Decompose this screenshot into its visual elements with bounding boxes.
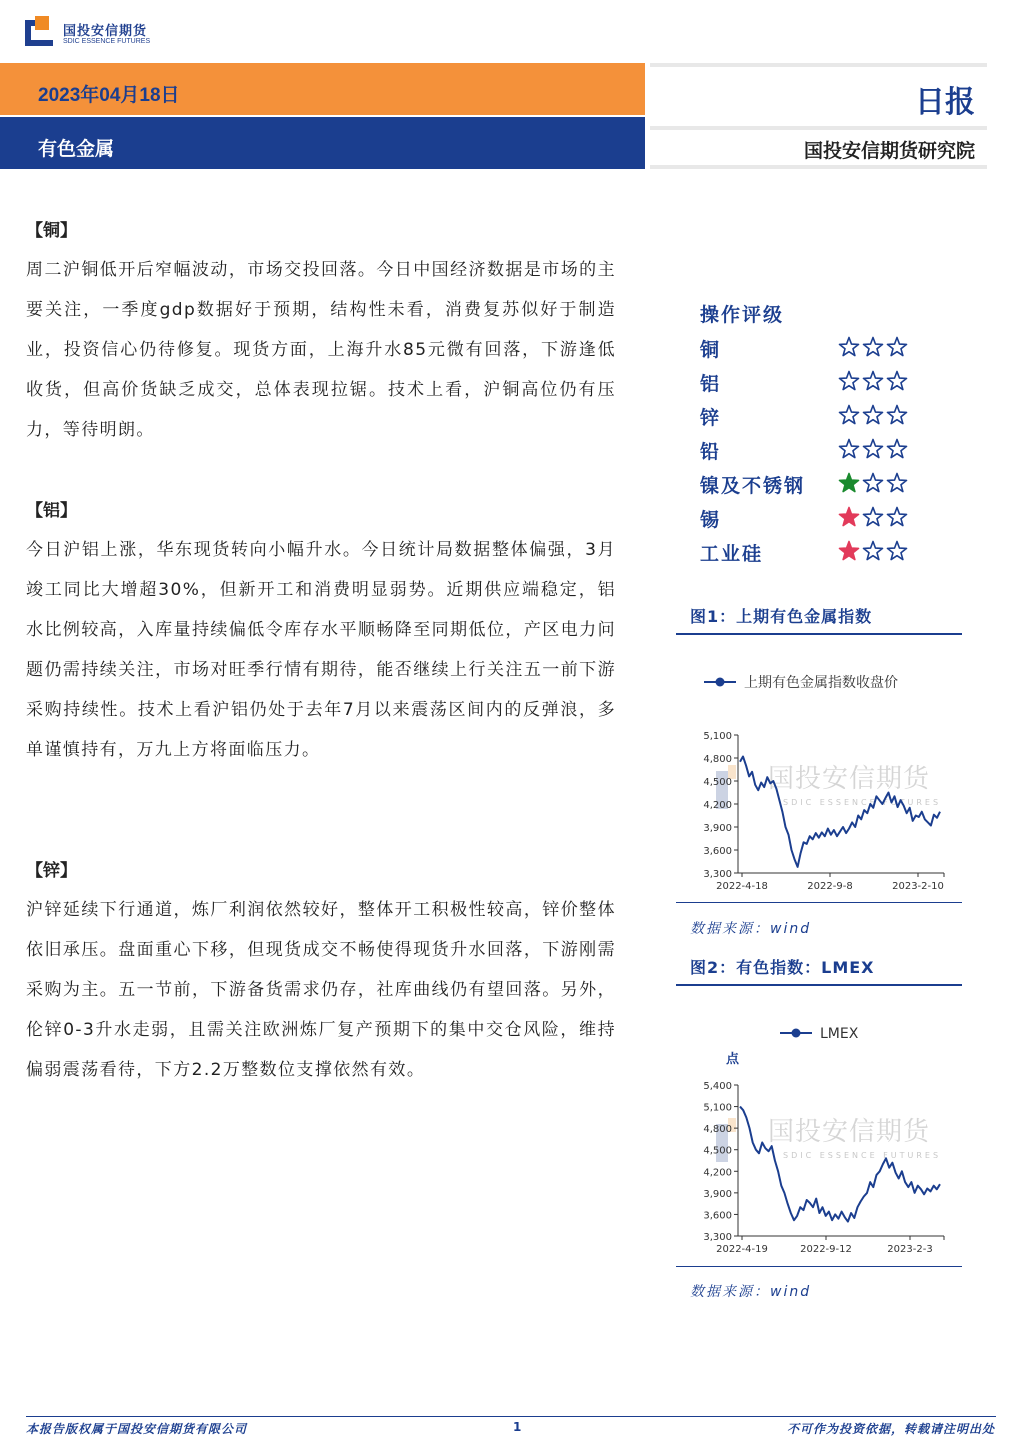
divider <box>650 63 987 67</box>
section-aluminum <box>26 496 616 770</box>
star-outline-icon <box>862 404 884 426</box>
rating-stars <box>838 468 908 496</box>
star-outline-icon <box>886 438 908 460</box>
rating-row <box>700 536 960 570</box>
institute-name: 国投安信期货研究院 <box>803 140 975 162</box>
rating-title: 操作评级 <box>700 304 785 326</box>
y-tick-label: 3,300 <box>703 869 732 880</box>
y-axis-label: 点 <box>726 1052 740 1067</box>
figure-1-source: 数据来源：wind <box>690 921 812 937</box>
page-number: 1 <box>513 1420 522 1434</box>
star-outline-icon <box>886 506 908 528</box>
star-outline-icon <box>862 336 884 358</box>
star-filled-icon <box>838 472 860 494</box>
figure-2-bottom-rule <box>676 1266 962 1267</box>
y-tick-label: 4,200 <box>703 1167 732 1179</box>
y-tick-label: 3,900 <box>703 823 732 834</box>
y-tick-label: 5,100 <box>703 731 732 742</box>
chart-legend <box>780 1026 859 1042</box>
rating-row <box>700 366 960 400</box>
section-body: 沪锌延续下行通道，炼厂利润依然较好，整体开工积极性较高，锌价整体依旧承压。盘面重心下移，但现货成交不畅使得现货升水回落，下游刚需采购为主。五一节前，下游备货需求仍存，社库曲线仍有望回落。另外，伦锌0-3升水走弱，且需关注欧洲炼厂复产预期下的集中交仓风险，维持偏弱震荡看待，下方2.2万整数位支撑依然有效。 <box>26 900 616 1080</box>
divider <box>650 126 987 130</box>
section-copper <box>26 216 616 450</box>
legend-label: 上期有色金属指数收盘价 <box>744 675 898 691</box>
rating-stars <box>838 400 908 428</box>
star-outline-icon <box>886 472 908 494</box>
x-tick-label: 2022-9-8 <box>807 881 853 892</box>
section-title: 【铜】 <box>26 221 77 241</box>
x-tick-label: 2022-4-18 <box>716 881 768 892</box>
rating-row <box>700 434 960 468</box>
y-tick-label: 4,500 <box>703 1145 732 1157</box>
rating-row <box>700 502 960 536</box>
figure-1-title: 图1：上期有色金属指数 <box>690 607 873 626</box>
rating-stars <box>838 536 908 564</box>
rating-item-name: 铜 <box>700 339 722 361</box>
y-tick-label: 5,400 <box>703 1081 732 1092</box>
rating-stars <box>838 332 908 360</box>
star-outline-icon <box>886 404 908 426</box>
star-outline-icon <box>838 370 860 392</box>
legend-label: LMEX <box>820 1026 859 1042</box>
y-tick-label: 3,600 <box>703 1210 732 1222</box>
footer-disclaimer: 不可作为投资依据，转载请注明出处 <box>786 1422 995 1436</box>
star-outline-icon <box>838 438 860 460</box>
watermark-text: 国投安信期货 <box>768 764 931 794</box>
rating-row <box>700 400 960 434</box>
footer-rule <box>26 1416 996 1417</box>
report-date: 2023年04月18日 <box>38 85 180 106</box>
y-tick-label: 5,100 <box>703 1102 732 1114</box>
section-title: 【铝】 <box>26 501 77 521</box>
y-tick-label: 4,800 <box>703 754 732 765</box>
y-tick-label: 3,600 <box>703 846 732 857</box>
star-outline-icon <box>862 506 884 528</box>
section-zinc <box>26 856 616 1090</box>
rating-item-name: 锡 <box>700 509 722 531</box>
section-body: 今日沪铝上涨，华东现货转向小幅升水。今日统计局数据整体偏强，3月竣工同比大增超30%，但新开工和消费明显弱势。近期供应端稳定，铝水比例较高，入库量持续偏低令库存水平顺畅降至同期低位，产区电力问题仍需持续关注，市场对旺季行情有期待，能否继续上行关注五一前下游采购持续性。技术上看沪铝仍处于去年7月以来震荡区间内的反弹浪，多单谨慎持有，万九上方将面临压力。 <box>26 540 616 760</box>
figure-1-bottom-rule <box>676 902 962 903</box>
star-outline-icon <box>838 404 860 426</box>
y-tick-label: 4,200 <box>703 800 732 811</box>
y-tick-label: 4,500 <box>703 777 732 788</box>
section-body: 周二沪铜低开后窄幅波动，市场交投回落。今日中国经济数据是市场的主要关注，一季度gdp数据好于预期，结构性未看，消费复苏似好于制造业，投资信心仍待修复。现货方面，上海升水85元微有回落，下游逢低收货，但高价货缺乏成交，总体表现拉锯。技术上看，沪铜高位仍有压力，等待明朗。 <box>26 260 616 440</box>
legend-marker <box>716 678 725 687</box>
logo-name-cn: 国投安信期货 <box>63 24 148 39</box>
logo-name-en: SDIC ESSENCE FUTURES <box>63 38 151 45</box>
watermark-text: 国投安信期货 <box>768 1117 931 1147</box>
logo-mark-icon <box>25 16 55 48</box>
star-filled-icon <box>838 506 860 528</box>
section-title: 【锌】 <box>26 861 77 881</box>
footer-copyright: 本报告版权属于国投安信期货有限公司 <box>26 1422 248 1436</box>
y-tick-label: 3,300 <box>703 1232 732 1243</box>
x-tick-label: 2023-2-3 <box>887 1244 933 1255</box>
x-tick-label: 2023-2-10 <box>892 881 944 892</box>
x-tick-label: 2022-9-12 <box>800 1244 852 1255</box>
star-outline-icon <box>862 472 884 494</box>
star-outline-icon <box>862 540 884 562</box>
y-tick-label: 3,900 <box>703 1188 732 1200</box>
rating-stars <box>838 502 908 530</box>
watermark-subtext: SDIC ESSENCE FUTURES <box>783 798 942 807</box>
star-outline-icon <box>886 370 908 392</box>
star-filled-icon <box>838 540 860 562</box>
figure-2-chart <box>676 1010 962 1265</box>
rating-panel <box>700 300 960 570</box>
report-type: 日报 <box>915 85 975 120</box>
star-outline-icon <box>886 540 908 562</box>
figure-1-rule <box>676 633 962 635</box>
star-outline-icon <box>862 438 884 460</box>
rating-row <box>700 468 960 502</box>
chart-legend <box>704 674 898 691</box>
report-header-right <box>650 63 987 169</box>
star-outline-icon <box>886 336 908 358</box>
figure-1-chart <box>676 650 962 900</box>
rating-row <box>700 332 960 366</box>
figure-2-source: 数据来源：wind <box>690 1284 812 1300</box>
legend-marker <box>792 1029 801 1038</box>
rating-stars <box>838 434 908 462</box>
x-tick-label: 2022-4-19 <box>716 1244 768 1255</box>
company-logo <box>25 16 175 52</box>
rating-item-name: 锌 <box>700 407 722 429</box>
rating-stars <box>838 366 908 394</box>
rating-item-name: 镍及不锈钢 <box>700 475 806 497</box>
divider <box>650 165 987 169</box>
star-outline-icon <box>862 370 884 392</box>
rating-item-name: 工业硅 <box>700 543 764 565</box>
watermark-subtext: SDIC ESSENCE FUTURES <box>783 1151 942 1160</box>
figure-2-title: 图2：有色指数：LMEX <box>690 958 875 977</box>
report-sector: 有色金属 <box>38 138 115 160</box>
y-tick-label: 4,800 <box>703 1124 732 1136</box>
star-outline-icon <box>838 336 860 358</box>
rating-item-name: 铝 <box>700 373 722 395</box>
figure-2-rule <box>676 984 962 986</box>
rating-item-name: 铅 <box>700 441 722 463</box>
